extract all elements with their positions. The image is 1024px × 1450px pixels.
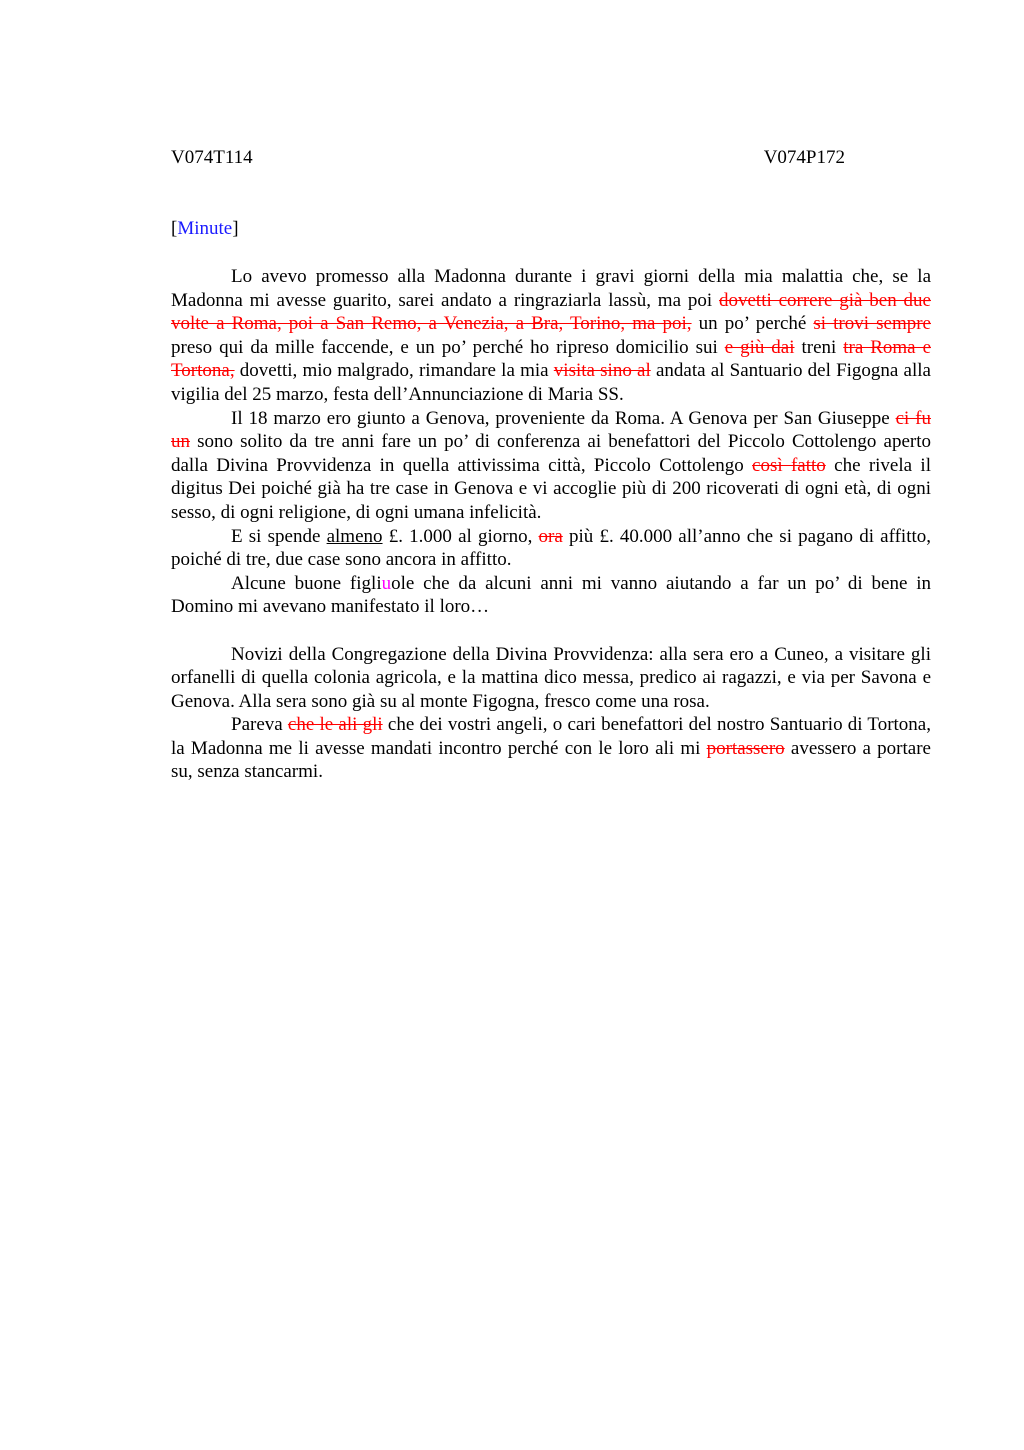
page-id: V074P172 bbox=[763, 147, 845, 168]
deleted-text: e giù dai bbox=[724, 336, 795, 358]
text-run: ole che da alcuni anni mi vanno aiutando a far un po’ di bene in Domino mi avevano manifestato il loro… bbox=[171, 572, 931, 618]
text-run: Il 18 marzo ero giunto a Genova, proveniente da Roma. A Genova per San Giuseppe bbox=[231, 407, 896, 429]
paragraph-1 bbox=[171, 265, 931, 407]
paragraph-6 bbox=[171, 713, 931, 784]
text-run: dovetti, mio malgrado, rimandare la mia bbox=[234, 360, 554, 382]
paragraph-5 bbox=[171, 643, 931, 714]
deleted-text: dovetti correre già ben due volte a Roma, poi a San Remo, a Venezia, a Bra, Torino, ma poi, bbox=[171, 289, 931, 335]
open-bracket: [ bbox=[171, 218, 178, 239]
text-run: Novizi della Congregazione della Divina Provvidenza: alla sera ero a Cuneo, a visitare gli orfanelli di quella colonia agricola, e la mattina dico messa, predico ai ragazzi, e via per Savona e Genova. Alla sera sono già su al monte Figogna, fresco come una rosa. bbox=[171, 643, 931, 712]
document-id: V074T114 bbox=[171, 147, 253, 168]
paragraph-3 bbox=[171, 525, 931, 572]
deleted-text: tra Roma e Tortona, bbox=[171, 336, 931, 382]
text-run: Pareva bbox=[231, 714, 288, 736]
deleted-text: che le ali gli bbox=[287, 714, 383, 736]
text-run: treni bbox=[794, 336, 844, 358]
text-run: che dei vostri angeli, o cari benefattori del nostro Santuario di Tortona, la Madonna me li avesse mandati incontro perché con le loro ali mi bbox=[171, 714, 931, 759]
deleted-text: ora bbox=[538, 525, 563, 547]
document-body bbox=[171, 265, 931, 784]
close-bracket: ] bbox=[232, 218, 239, 239]
section-label bbox=[171, 217, 239, 241]
deleted-text: visita sino al bbox=[553, 360, 651, 382]
text-run: preso qui da mille faccende, e un po’ perché ho ripreso domicilio sui bbox=[171, 336, 725, 358]
deleted-text: così fatto bbox=[752, 454, 826, 476]
text-run: andata al Santuario del Figogna alla vigilia del 25 marzo, festa dell’Annunciazione di Maria SS. bbox=[171, 360, 931, 405]
text-run: più £. 40.000 all’anno che si pagano di affitto, poiché di tre, due case sono ancora in affitto. bbox=[171, 525, 931, 571]
text-run: che rivela il digitus Dei poiché già ha tre case in Genova e vi accoglie più di 200 ricoverati di ogni età, di ogni sesso, di ogni religione, di ogni umana infelicità. bbox=[171, 454, 931, 523]
deleted-text: portassero bbox=[706, 737, 785, 759]
section-tag: Minute bbox=[177, 218, 233, 239]
paragraph-4 bbox=[171, 572, 931, 619]
text-run: un po’ perché bbox=[691, 313, 814, 335]
paragraph-gap bbox=[171, 619, 931, 643]
paragraph-2 bbox=[171, 407, 931, 525]
text-run: £. 1.000 al giorno, bbox=[382, 525, 539, 547]
deleted-text: si trovi sempre bbox=[813, 313, 931, 335]
deleted-text: ci fu un bbox=[171, 407, 931, 453]
text-run: sono solito da tre anni fare un po’ di conferenza ai benefattori del Piccolo Cottolengo aperto dalla Divina Provvidenza in quella attivissima città, Piccolo Cottolengo bbox=[171, 431, 931, 476]
text-run: avessero a portare su, senza stancarmi. bbox=[171, 737, 931, 783]
text-run: E si spende bbox=[231, 525, 327, 547]
text-run: Alcune buone figli bbox=[231, 572, 382, 594]
underlined-text: almeno bbox=[326, 525, 383, 547]
inserted-text: u bbox=[381, 572, 392, 594]
text-run: Lo avevo promesso alla Madonna durante i gravi giorni della mia malattia che, se la Madonna mi avesse guarito, sarei andato a ringraziarla lassù, ma poi bbox=[171, 266, 931, 311]
